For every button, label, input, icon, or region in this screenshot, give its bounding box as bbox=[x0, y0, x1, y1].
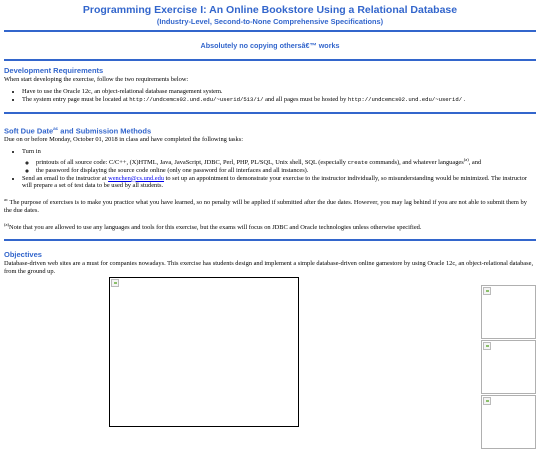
list-item: • Have to use the Oracle 12c, an object-relational database management system. bbox=[22, 88, 536, 96]
host-url: http://undcemcs02.und.edu/~userid/ bbox=[347, 95, 463, 103]
list-item-text: printouts of all source code: C/C++, (X)HTML, Java, JavaScript, JDBC, Perl, PHP, PL/SQL, Unix shell, SQL (especially bbox=[36, 159, 348, 167]
divider bbox=[4, 239, 536, 241]
broken-image-icon bbox=[483, 342, 491, 350]
list-item-text: The system entry page must be located at bbox=[22, 95, 130, 103]
development-list bbox=[4, 88, 536, 104]
list-item-text: Send an email to the instructor at bbox=[22, 174, 109, 182]
development-requirements-heading: Development Requirements bbox=[4, 66, 104, 75]
tasks-list bbox=[4, 148, 536, 190]
soft-due-date-section bbox=[4, 126, 536, 232]
side-image-placeholder bbox=[481, 340, 536, 394]
broken-image-icon bbox=[483, 397, 491, 405]
footnote-text: The purpose of exercises is to make you practice what you have learned, so no penalty will be applied if submitted after the due dates. However, you may lag behind if you are not able to submit them by the due dates. bbox=[4, 199, 527, 214]
soft-due-date-heading bbox=[4, 126, 536, 136]
entry-url: http://undcemcs02.und.edu/~userid/513/1/ bbox=[129, 95, 264, 103]
footnote-marker: (a) bbox=[4, 221, 9, 227]
list-item-text: Turn in bbox=[22, 148, 41, 156]
footnote-marker: ac bbox=[4, 197, 8, 203]
side-image-placeholder bbox=[481, 285, 536, 339]
heading-text: and Submission Methods bbox=[58, 126, 152, 136]
turn-in-sublist bbox=[22, 156, 536, 175]
divider bbox=[4, 30, 536, 32]
footnote bbox=[4, 196, 536, 214]
list-item-text: . bbox=[462, 95, 466, 103]
list-item bbox=[36, 156, 536, 167]
soft-due-date-intro: Due on or before Monday, October 01, 2018 in class and have completed the following tasks: bbox=[4, 136, 243, 144]
list-item bbox=[22, 175, 536, 191]
footnote-text: Note that you are allowed to use any languages and tools for this exercise, but the exams will focus on JDBC and Oracle technologies unless otherwise specified. bbox=[9, 223, 422, 231]
objectives-heading: Objectives bbox=[4, 250, 42, 260]
development-intro: When start developing the exercise, follow the two requirements below: bbox=[4, 76, 189, 83]
footnote-marker: (a) bbox=[463, 156, 469, 162]
list-item-text: and all pages must be hosted by bbox=[263, 95, 348, 103]
broken-image-icon bbox=[483, 287, 491, 295]
footnote-marker: ac bbox=[53, 125, 59, 131]
page-subtitle: (Industry-Level, Second-to-None Comprehensive Specifications) bbox=[156, 17, 384, 26]
heading-text: Soft Due Date bbox=[4, 126, 54, 136]
inline-code: create bbox=[347, 159, 368, 167]
objectives-section bbox=[4, 250, 536, 276]
copying-notice: Absolutely no copying othersâ€™ works bbox=[200, 41, 340, 50]
page-title: Programming Exercise I: An Online Bookstore Using a Relational Database bbox=[82, 4, 458, 16]
list-item bbox=[22, 96, 536, 104]
list-item bbox=[22, 148, 536, 175]
list-item-text: , and bbox=[468, 159, 482, 167]
list-item-text: to set up an appointment to demonstrate your exercise to the instructor individually, so misunderstanding would be minimized. The instructor will prepare a set of test data to be used by all students. bbox=[22, 174, 527, 190]
list-item-text: commands), and whatever languages bbox=[367, 159, 464, 167]
instructor-email-link[interactable]: wenchen@cs.und.edu bbox=[108, 174, 165, 182]
footnote bbox=[4, 221, 536, 232]
objectives-text: Database-driven web sites are a must for companies nowadays. This exercise has students design and implement a simple database-driven online gamestore by using Oracle 12c, an object-relational database, from the ground up. bbox=[4, 260, 534, 276]
side-image-placeholder bbox=[481, 395, 536, 449]
broken-image-icon bbox=[111, 279, 119, 287]
development-requirements-section bbox=[4, 66, 536, 104]
list-item: ◦ the password for displaying the source code online (only one password for all interfaces and all instances). bbox=[36, 167, 536, 175]
divider bbox=[4, 59, 536, 61]
divider bbox=[4, 112, 536, 114]
